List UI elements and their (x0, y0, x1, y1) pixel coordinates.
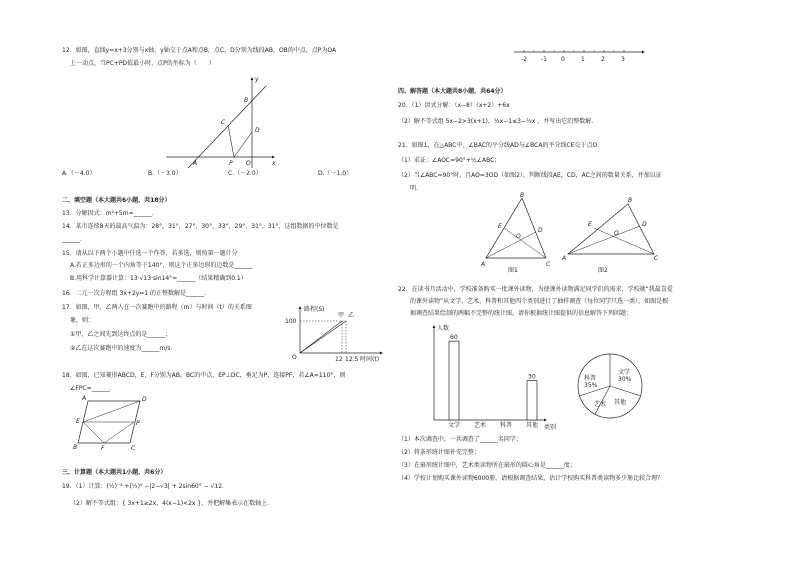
q18-label-P: P (136, 420, 140, 427)
q17-origin: O (292, 354, 297, 361)
q21-f1-O: O (516, 233, 521, 240)
section-2-heading: 二、填空题（本大题共6小题，共18分） (62, 197, 171, 204)
q12-line2: 上一动点，当PC+PD值最小时，点P的坐标为（ ） (70, 60, 215, 67)
q21-line2: （1）求证：∠AOC=90°+½∠ABC； (398, 157, 501, 164)
q22-sub2: （2）将条形统计图补充完整； (398, 449, 480, 456)
q21-line4: 明． (410, 185, 423, 192)
q15-line2: A.若正多边形的一个内角等于140°，则这个正多边形的边数是______ (70, 262, 253, 269)
numline-label: -1 (541, 56, 547, 63)
q21-f1-A: A (481, 261, 486, 268)
q21-figures (478, 192, 658, 274)
q12-line1: 12．如图，直线y=x+3分别与x轴、y轴交于点A和点B，点C，D分别为线段AB，OB的中点，点P为OA (62, 47, 337, 54)
q20-part2: （2）解不等式组 5x−2>3(x+1)，½x−1≤3−½x ，并写出它的整数解． (398, 118, 598, 125)
q17-line1: 17．如图，甲，乙两人在一次赛跑中的路程（m）与时间（t）的关系图 (62, 304, 252, 311)
q18-label-B: B (73, 444, 78, 451)
q21-line1: 21．如图1，在△ABC中，∠BAC的平分线AD与∠BCA的平分线CE交于点O． (398, 142, 604, 149)
q18-line2: ∠FPC=______． (70, 385, 116, 392)
q21-f2-A: A (562, 255, 567, 262)
numline-label: 1 (581, 56, 585, 63)
q21-f1-B: B (520, 192, 525, 199)
bar-3 (527, 381, 537, 420)
q17-jia: 甲 (338, 312, 345, 319)
pie-slice-percent: 35% (584, 382, 598, 389)
q15-line3: B.用科学计算器计算：13·√13·sin14°≈______（结果精确到0.1） (70, 275, 247, 282)
q21-f2-D: D (642, 221, 647, 228)
q17-yi: 乙 (348, 312, 355, 319)
pie-slice-label: 艺术 (594, 401, 607, 408)
q21-f1-D: D (538, 227, 543, 234)
q17-line2: 象，则： (70, 317, 95, 324)
q17-y100: 100 (285, 318, 297, 325)
q21-f2-O: O (614, 230, 619, 237)
q18-label-D: D (142, 396, 147, 403)
bar-xlabel: 类别 (544, 424, 557, 431)
q17-line3: ①甲、乙之间先到达终点的是______； (70, 331, 172, 338)
q12-label-A: A (193, 160, 198, 167)
pie-slice-label: 科普 (584, 375, 597, 382)
q18-label-F: F (101, 445, 105, 452)
pie-slice-label: 其他 (614, 399, 627, 406)
q22-line2: 的课外读物”从文学、艺术、科普和其他四个类别进行了抽样调查（每位同学只选一类），如图是根 (410, 298, 669, 305)
q17-x12: 12 (335, 356, 343, 363)
q12-option-d: D.（－1.0） (318, 170, 353, 177)
q21-f2-C: C (654, 255, 659, 262)
pie-slice-label: 文学 (618, 369, 631, 376)
section-3-heading: 三、计算题（本大题共1小题，共6分） (62, 469, 167, 476)
bar-category-label: 其他 (526, 422, 539, 429)
q21-f1-caption: 图1 (508, 267, 518, 274)
q22-sub3: （3）在扇形统计图中，艺术类读物所在扇形的圆心角是______度； (398, 462, 576, 469)
numline-label: 0 (561, 56, 565, 63)
q12-label-O: O (246, 160, 251, 167)
q22-pie-chart (574, 350, 646, 422)
pie-divider (610, 386, 640, 396)
q12-option-b: B.（－3.0） (148, 170, 182, 177)
bar-value-label: 60 (450, 334, 458, 342)
q22-line1: 22．在读书月活动中，学校准备购买一批课外读物，为使课外读物满足同学们的需求，学校就“我最喜爱 (398, 286, 673, 293)
q12-label-D: D (255, 127, 260, 134)
bar-0 (449, 341, 459, 420)
q18-figure (68, 393, 168, 453)
q12-label-C: C (221, 119, 226, 126)
q12-label-y: y (255, 76, 259, 83)
q21-f2-E: E (588, 221, 592, 228)
bar-category-label: 科普 (500, 422, 513, 429)
q21-f2-caption: 图2 (598, 267, 608, 274)
q12-option-a: A.（－4.0） (62, 170, 96, 177)
q21-f1-C: C (546, 261, 551, 268)
q22-sub1: （1）本次调查中，一共调查了______名同学； (398, 436, 522, 443)
q21-f2-B: B (628, 197, 633, 204)
numline-label: 3 (621, 56, 625, 63)
bar-ylabel: 人数 (437, 325, 450, 332)
q18-line1: 18．如图，已知菱形ABCD，E，F分别为AB，BC的中点，EP⊥DC，垂足为P，连接PF，若∠A=110°，则 (62, 372, 346, 379)
q18-label-A: A (82, 395, 87, 402)
number-line (510, 46, 650, 66)
q15-line1: 15．请从以下两个小题中任选一个作答，若多选，则按第一题计分 (62, 250, 238, 257)
q19-part1: 19．（1）计算：(½)⁻² +(½)⁰ −|2−√3| + 2sin60° − √12． (62, 483, 229, 490)
q17-chart (280, 303, 390, 365)
q12-label-P: P (229, 160, 233, 167)
bar-value-label: 30 (528, 373, 536, 381)
q22-bar-chart (420, 322, 570, 434)
q12-label-x: x (272, 160, 276, 167)
pie-slice-percent: 30% (618, 376, 632, 383)
q12-option-c: C.（－2.0） (228, 170, 262, 177)
q17-line4: ②乙在这次赛跑中的速度为______m/s． (70, 345, 177, 352)
q17-x125: 12.5 (345, 356, 359, 363)
q18-label-C: C (131, 445, 136, 452)
q12-label-B: B (244, 97, 249, 104)
q21-line3: （2）当∠ABC=90°时，且AO=3OD（如图2），判断线段AE，CD，AC之间的数量关系，并加以证 (398, 172, 662, 179)
section-4-heading: 四、解答题（本大题共8小题，共64分） (398, 88, 507, 95)
bar-category-label: 文学 (448, 422, 461, 429)
bar-category-label: 艺术 (474, 422, 487, 429)
q18-label-E: E (76, 418, 80, 425)
q21-f1-E: E (498, 223, 502, 230)
q14-line1: 14．某市连续8天的最高气温为：28°，31°，27°，30°，33°，29°，31°，31°，这组数据的中位数是 (62, 223, 339, 230)
q12-figure (160, 72, 280, 170)
q14-line2: ______． (62, 236, 87, 243)
q13: 13．分解因式：m²+5m=______． (62, 210, 158, 217)
q22-sub4: （4）学校计划购买课外读物6000册，请根据调查结果，估计学校购买科普类读物多少册比较合理？ (398, 475, 664, 482)
q17-ylabel: 路程(S) (304, 306, 325, 313)
q20-part1: 20．（1）因式分解：（x−8）（x+2）+6x (398, 102, 510, 109)
q22-line3: 据调查结果绘制的两幅不完整的统计图，请你根据统计图提供的信息解答下列问题： (410, 310, 633, 317)
numline-label: 2 (601, 56, 605, 63)
q19-part2: （2）解不等式组：{ 3x+1≥2x，4(x−1)<2x }，并把解集表示在数轴上． (70, 500, 274, 507)
q17-xlabel: 时间(t) (360, 356, 380, 363)
q16: 16．二元一次方程组 3x+2y=1 的正整数解是______． (62, 290, 211, 297)
numline-label: -2 (521, 56, 527, 63)
